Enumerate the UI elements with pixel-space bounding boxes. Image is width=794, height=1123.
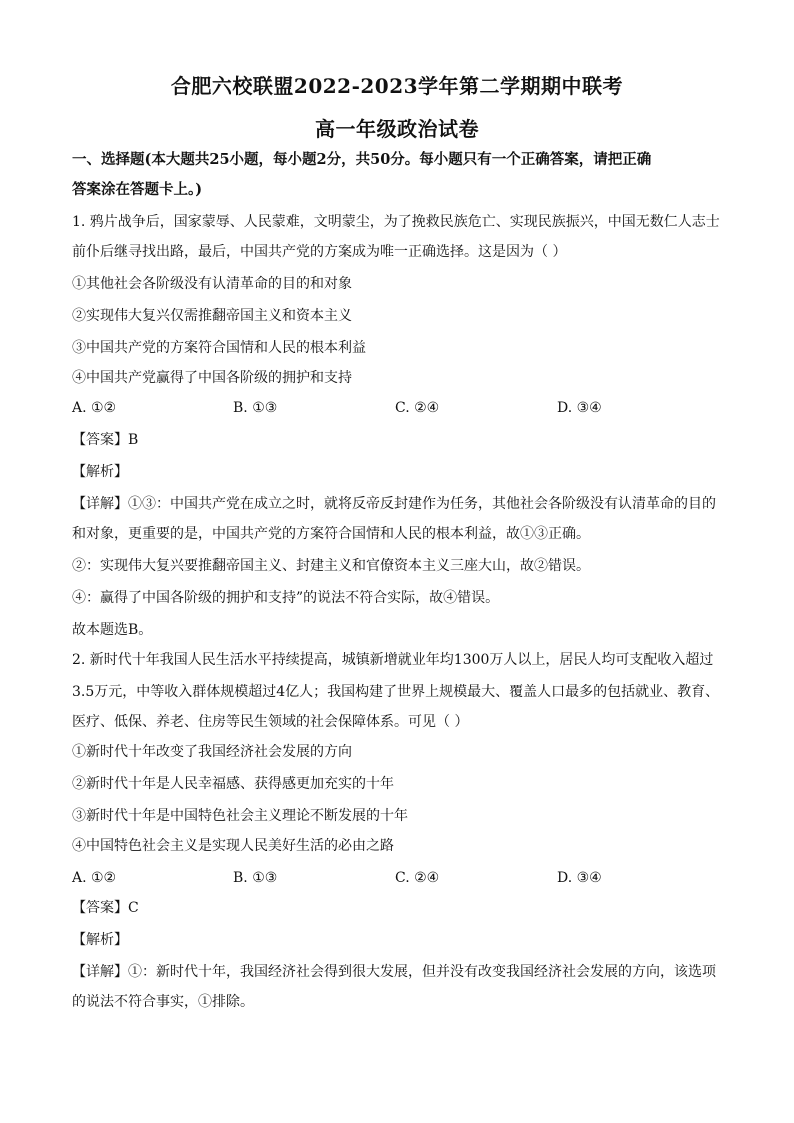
q2-analysis-label: 【解析】: [72, 932, 128, 948]
q1-item-4: ④中国共产党赢得了中国各阶级的拥护和支持: [72, 370, 352, 386]
q2-option-d: D. ③④: [557, 870, 602, 886]
q2-detail-line1: 【详解】①：新时代十年，我国经济社会得到很大发展，但并没有改变我国经济社会发展的方向，该选项: [72, 964, 716, 980]
q2-detail-line2: 的说法不符合事实，①排除。: [72, 994, 254, 1010]
q2-item-1: ①新时代十年改变了我国经济社会发展的方向: [72, 744, 352, 760]
q1-detail-line1: 【详解】①③：中国共产党在成立之时，就将反帝反封建作为任务，其他社会各阶级没有认清革命的目的: [72, 496, 716, 512]
q2-stem-line2: 3.5万元，中等收入群体规模超过4亿人；我国构建了世界上规模最大、覆盖人口最多的包括就业、教育、: [72, 684, 720, 700]
section-heading-line1: 一、选择题(本大题共25小题，每小题2分，共50分。每小题只有一个正确答案，请把正确: [72, 151, 652, 168]
q2-item-2: ②新时代十年是人民幸福感、获得感更加充实的十年: [72, 776, 394, 792]
q1-option-c: C. ②④: [395, 400, 440, 416]
q1-item-2: ②实现伟大复兴仅需推翻帝国主义和资本主义: [72, 308, 352, 324]
q1-answer: 【答案】B: [72, 432, 139, 448]
section-heading-line2: 答案涂在答题卡上。): [72, 181, 203, 198]
q1-conclusion: 故本题选B。: [72, 622, 153, 638]
exam-subtitle: 高一年级政治试卷: [315, 117, 479, 141]
q2-option-b: B. ①③: [233, 870, 278, 886]
q1-detail-line3: ②：实现伟大复兴要推翻帝国主义、封建主义和官僚资本主义三座大山，故②错误。: [72, 558, 590, 574]
q1-option-b: B. ①③: [233, 400, 278, 416]
q1-stem-line1: 1. 鸦片战争后，国家蒙辱、人民蒙难，文明蒙尘，为了挽救民族危亡、实现民族振兴，中国无数仁人志士: [72, 214, 720, 230]
q2-item-3: ③新时代十年是中国特色社会主义理论不断发展的十年: [72, 808, 408, 824]
q2-stem-line3: 医疗、低保、养老、住房等民生领域的社会保障体系。可见（ ）: [72, 714, 469, 730]
q1-analysis-label: 【解析】: [72, 464, 128, 480]
q2-answer: 【答案】C: [72, 900, 139, 916]
q2-option-c: C. ②④: [395, 870, 440, 886]
exam-title: 合肥六校联盟2022-2023学年第二学期期中联考: [170, 74, 624, 98]
q2-item-4: ④中国特色社会主义是实现人民美好生活的必由之路: [72, 838, 394, 854]
q1-stem-line2: 前仆后继寻找出路，最后，中国共产党的方案成为唯一正确选择。这是因为（ ）: [72, 244, 567, 260]
q1-item-3: ③中国共产党的方案符合国情和人民的根本利益: [72, 340, 366, 356]
q2-stem-line1: 2. 新时代十年我国人民生活水平持续提高，城镇新增就业年均1300万人以上，居民人均可支配收入超过: [72, 652, 714, 668]
q1-detail-line4: ④：赢得了中国各阶级的拥护和支持”的说法不符合实际，故④错误。: [72, 590, 500, 606]
q2-option-a: A. ①②: [72, 870, 117, 886]
q1-item-1: ①其他社会各阶级没有认清革命的目的和对象: [72, 276, 352, 292]
q1-option-d: D. ③④: [557, 400, 602, 416]
q1-detail-line2: 和对象，更重要的是，中国共产党的方案符合国情和人民的根本利益，故①③正确。: [72, 526, 590, 542]
q1-option-a: A. ①②: [72, 400, 117, 416]
